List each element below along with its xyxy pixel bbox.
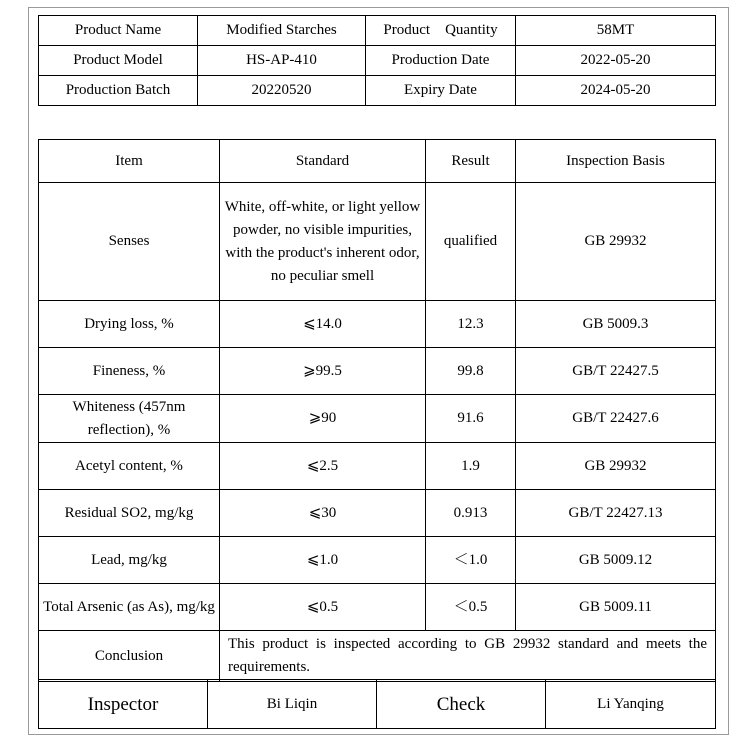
- production-batch-value: 20220520: [198, 76, 366, 106]
- check-name: Li Yanqing: [546, 680, 716, 729]
- product-info-table: [38, 15, 716, 106]
- table-row: [39, 46, 716, 76]
- item-cell: Fineness, %: [39, 348, 220, 395]
- standard-cell: ⩽2.5: [220, 443, 426, 490]
- standard-cell: White, off-white, or light yellow powder, no visible impurities, with the product's inherent odor, no peculiar smell: [220, 183, 426, 301]
- basis-cell: GB/T 22427.5: [516, 348, 716, 395]
- item-cell: Residual SO2, mg/kg: [39, 490, 220, 537]
- table-row: [39, 584, 716, 631]
- basis-cell: GB/T 22427.6: [516, 395, 716, 443]
- signoff-row: [39, 680, 716, 729]
- production-date-label: Production Date: [366, 46, 516, 76]
- table-row: [39, 183, 716, 301]
- conclusion-label: Conclusion: [39, 631, 220, 682]
- result-cell: ＜0.5: [426, 584, 516, 631]
- inspector-name: Bi Liqin: [208, 680, 377, 729]
- basis-cell: GB 5009.3: [516, 301, 716, 348]
- product-model-value: HS-AP-410: [198, 46, 366, 76]
- product-quantity-label: Product Quantity: [366, 16, 516, 46]
- conclusion-row: [39, 631, 716, 682]
- standard-cell: ⩽30: [220, 490, 426, 537]
- conclusion-text: This product is inspected according to GB 29932 standard and meets the requirements.: [220, 631, 716, 682]
- table-row: [39, 443, 716, 490]
- table-row: [39, 348, 716, 395]
- result-cell: 12.3: [426, 301, 516, 348]
- table-row: [39, 537, 716, 584]
- product-model-label: Product Model: [39, 46, 198, 76]
- result-cell: 0.913: [426, 490, 516, 537]
- item-cell: Lead, mg/kg: [39, 537, 220, 584]
- item-cell: Whiteness (457nm reflection), %: [39, 395, 220, 443]
- table-row: [39, 301, 716, 348]
- item-cell: Senses: [39, 183, 220, 301]
- column-header-standard: Standard: [220, 140, 426, 183]
- standard-cell: ⩾90: [220, 395, 426, 443]
- basis-cell: GB 5009.11: [516, 584, 716, 631]
- production-date-value: 2022-05-20: [516, 46, 716, 76]
- check-label: Check: [377, 680, 546, 729]
- basis-cell: GB 5009.12: [516, 537, 716, 584]
- result-cell: 91.6: [426, 395, 516, 443]
- result-cell: 99.8: [426, 348, 516, 395]
- result-cell: ＜1.0: [426, 537, 516, 584]
- standard-cell: ⩽14.0: [220, 301, 426, 348]
- column-header-result: Result: [426, 140, 516, 183]
- basis-cell: GB 29932: [516, 183, 716, 301]
- table-row: [39, 76, 716, 106]
- table-row: [39, 490, 716, 537]
- table-row: [39, 395, 716, 443]
- item-cell: Acetyl content, %: [39, 443, 220, 490]
- column-header-item: Item: [39, 140, 220, 183]
- expiry-date-label: Expiry Date: [366, 76, 516, 106]
- product-quantity-value: 58MT: [516, 16, 716, 46]
- inspection-table: [38, 139, 716, 682]
- standard-cell: ⩽0.5: [220, 584, 426, 631]
- table-header-row: [39, 140, 716, 183]
- product-name-value: Modified Starches: [198, 16, 366, 46]
- product-name-label: Product Name: [39, 16, 198, 46]
- standard-cell: ⩾99.5: [220, 348, 426, 395]
- table-row: [39, 16, 716, 46]
- standard-cell: ⩽1.0: [220, 537, 426, 584]
- item-cell: Drying loss, %: [39, 301, 220, 348]
- inspector-label: Inspector: [39, 680, 208, 729]
- item-cell: Total Arsenic (as As), mg/kg: [39, 584, 220, 631]
- result-cell: 1.9: [426, 443, 516, 490]
- expiry-date-value: 2024-05-20: [516, 76, 716, 106]
- production-batch-label: Production Batch: [39, 76, 198, 106]
- result-cell: qualified: [426, 183, 516, 301]
- signoff-table: [38, 679, 716, 729]
- basis-cell: GB/T 22427.13: [516, 490, 716, 537]
- column-header-basis: Inspection Basis: [516, 140, 716, 183]
- basis-cell: GB 29932: [516, 443, 716, 490]
